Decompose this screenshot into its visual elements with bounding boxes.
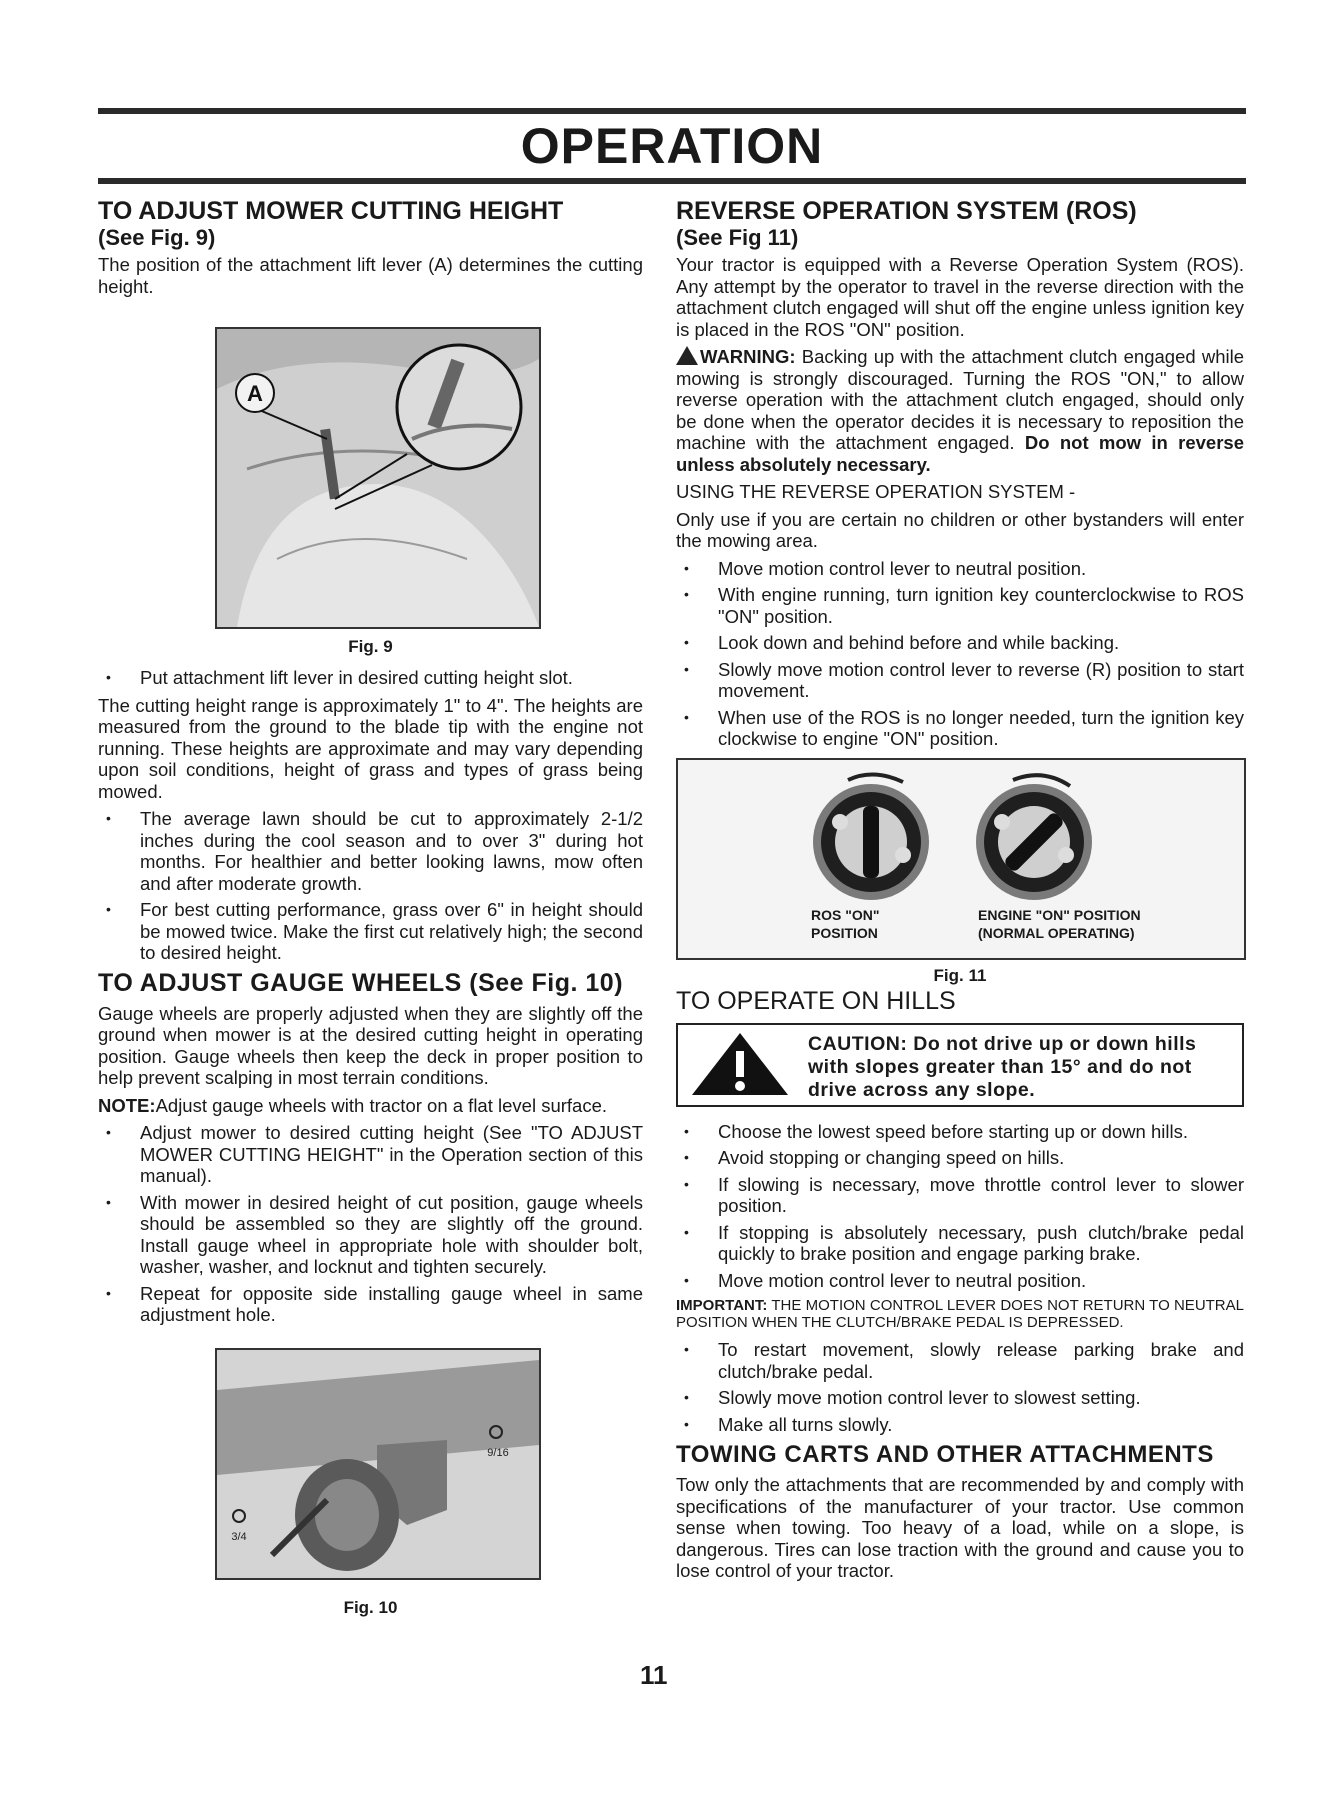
list-item: • Repeat for opposite side installing gauge wheel in same adjustment hole.	[98, 1283, 643, 1326]
gauge-wheels-heading: TO ADJUST GAUGE WHEELS (See Fig. 10)	[98, 968, 624, 997]
list-item: • With mower in desired height of cut position, gauge wheels should be assembled so they are slightly off the ground. Install gauge wheel in appropriate hole with shoulder bolt, washer, washer, and locknut and tighten securely.	[98, 1192, 643, 1278]
hills-heading: TO OPERATE ON HILLS	[676, 986, 956, 1015]
engine-on-label-line2: (NORMAL OPERATING)	[978, 924, 1135, 941]
list-item: • When use of the ROS is no longer needed, turn the ignition key clockwise to engine "ON" position.	[676, 707, 1244, 750]
list-item: • Make all turns slowly.	[676, 1414, 1244, 1436]
gauge-wheels-note	[98, 1095, 643, 1117]
gauge-wheel-illustration	[217, 1350, 539, 1578]
fig9-caption: Fig. 9	[348, 637, 393, 656]
warning-label: WARNING:	[700, 346, 796, 367]
figure-9	[215, 327, 541, 629]
list-item: • Look down and behind before and while backing.	[676, 632, 1244, 654]
cutting-height-subheading: (See Fig. 9)	[98, 225, 216, 250]
list-item: • Choose the lowest speed before starting up or down hills.	[676, 1121, 1244, 1143]
caution-icon	[690, 1031, 790, 1097]
fig11-caption: Fig. 11	[933, 965, 987, 985]
cutting-height-heading: TO ADJUST MOWER CUTTING HEIGHT	[98, 197, 564, 225]
list-item: • With engine running, turn ignition key counterclockwise to ROS "ON" position.	[676, 584, 1244, 627]
ros-on-label-line1: ROS "ON"	[811, 906, 880, 923]
note-label: NOTE:	[98, 1094, 156, 1116]
list-item: • Avoid stopping or changing speed on hills.	[676, 1147, 1244, 1169]
list-item: • Move motion control lever to neutral position.	[676, 1270, 1244, 1292]
list-item: • If stopping is absolutely necessary, push clutch/brake pedal quickly to brake position and engage parking brake.	[676, 1222, 1244, 1265]
list-item: • Adjust mower to desired cutting height (See "TO ADJUST MOWER CUTTING HEIGHT" in the Operation section of this manual).	[98, 1122, 643, 1187]
fig9-label-a: A	[247, 381, 263, 406]
ros-warning	[676, 346, 1244, 475]
engine-on-label	[978, 906, 1198, 942]
fig10-label-9-16: 9/16	[487, 1446, 509, 1459]
list-item: • If slowing is necessary, move throttle control lever to slower position.	[676, 1174, 1244, 1217]
fig10-label-3-4: 3/4	[231, 1530, 247, 1543]
list-item: • The average lawn should be cut to approximately 2-1/2 inches during the cool season and to over 3" during hot months. For healthier and better looking lawns, mow often and after moderate growth.	[98, 808, 643, 894]
cutting-height-intro: The position of the attachment lift lever (A) determines the cutting height.	[98, 254, 643, 297]
list-item: • Put attachment lift lever in desired cutting height slot.	[98, 667, 643, 689]
important-label: IMPORTANT:	[676, 1297, 768, 1314]
caution-text: CAUTION: Do not drive up or down hills with slopes greater than 15° and do not drive across any slope.	[808, 1032, 1197, 1101]
header-rule-bottom	[98, 178, 1246, 184]
list-item: • Slowly move motion control lever to slowest setting.	[676, 1387, 1244, 1409]
gauge-wheels-list	[98, 1122, 643, 1326]
list-item: • Move motion control lever to neutral position.	[676, 558, 1244, 580]
list-item: • To restart movement, slowly release parking brake and clutch/brake pedal.	[676, 1339, 1244, 1382]
ros-intro: Your tractor is equipped with a Reverse Operation System (ROS). Any attempt by the operator to travel in the reverse direction with the attachment clutch engaged will shut off the engine unless ignition key is placed in the ROS "ON" position.	[676, 254, 1244, 340]
left-column	[98, 198, 643, 1628]
cutting-height-paragraph: The cutting height range is approximately 1" to 4". The heights are measured from the ground to the blade tip with the engine not running. These heights are approximate and may vary depending upon soil conditions, height of grass and types of grass being mowed.	[98, 694, 643, 802]
warning-emphasis: Do not mow in reverse unless absolutely necessary.	[676, 432, 1245, 475]
ros-list	[676, 558, 1244, 750]
towing-heading: TOWING CARTS AND OTHER ATTACHMENTS	[676, 1441, 1214, 1468]
figure-11	[676, 758, 1246, 960]
hills-list-2	[676, 1339, 1244, 1435]
engine-on-label-line1: ENGINE "ON" POSITION	[978, 906, 1141, 923]
page-title: OPERATION	[520, 118, 824, 174]
using-ros-heading: USING THE REVERSE OPERATION SYSTEM -	[676, 481, 1076, 502]
important-note	[676, 1297, 1244, 1331]
cutting-height-list-1	[98, 667, 643, 689]
right-column	[676, 198, 1244, 1588]
ros-on-label-line2: POSITION	[811, 924, 878, 941]
figure-10	[215, 1348, 541, 1580]
warning-text: Backing up with the attachment clutch engaged while mowing is strongly discouraged. Turning the ROS "ON," to allow reverse operation with the attachment clutch engaged, should only be done when the operator decides it is necessary to reposition the machine with the attachment engaged.	[676, 346, 1244, 453]
page-number: 11	[640, 1660, 668, 1690]
lift-lever-illustration	[217, 329, 539, 627]
using-ros-intro: Only use if you are certain no children or other bystanders will enter the mowing area.	[676, 508, 1244, 551]
hills-list	[676, 1121, 1244, 1292]
ros-heading: REVERSE OPERATION SYSTEM (ROS)	[676, 197, 1137, 225]
caution-box	[676, 1023, 1244, 1107]
towing-text: Tow only the attachments that are recommended by and comply with specifications of the manufacturer of your tractor. Use common sense when towing. Too heavy of a load, while on a slope, is dangerous. Tires can lose traction with the ground and cause you to lose control of your tractor.	[676, 1474, 1244, 1581]
cutting-height-list-2	[98, 808, 643, 964]
list-item: • For best cutting performance, grass over 6" in height should be mowed twice. Make the first cut relatively high; the second to desired height.	[98, 899, 643, 964]
ros-subheading: (See Fig 11)	[676, 225, 799, 250]
ros-on-label	[811, 906, 931, 942]
note-text: Adjust gauge wheels with tractor on a flat level surface.	[155, 1094, 607, 1116]
warning-icon	[676, 346, 698, 365]
gauge-wheels-intro: Gauge wheels are properly adjusted when they are slightly off the ground when mower is at the desired cutting height in operating position. Gauge wheels then keep the deck in proper position to help prevent scalping in most terrain conditions.	[98, 1002, 643, 1088]
list-item: • Slowly move motion control lever to reverse (R) position to start movement.	[676, 659, 1244, 702]
important-text: THE MOTION CONTROL LEVER DOES NOT RETURN TO NEUTRAL POSITION WHEN THE CLUTCH/BRAKE PEDAL IS DEPRESSED.	[676, 1297, 1244, 1331]
fig10-caption: Fig. 10	[343, 1597, 398, 1617]
